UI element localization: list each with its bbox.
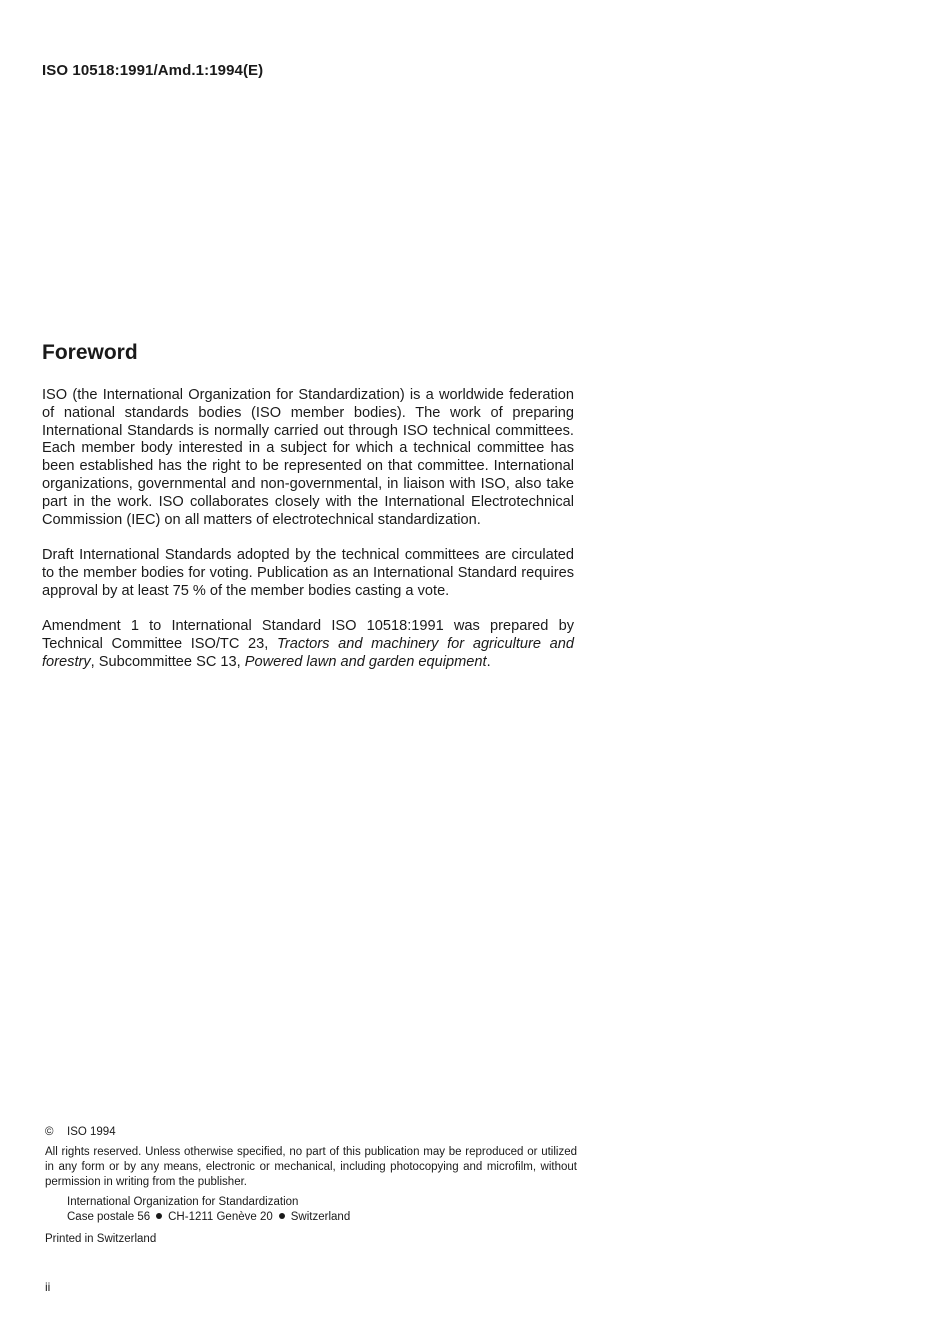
copyright-text: ISO 1994: [67, 1126, 116, 1138]
organization-name: International Organization for Standardization: [67, 1196, 299, 1208]
address-part-3: Switzerland: [290, 1211, 351, 1223]
copyright-line: [45, 1125, 577, 1140]
foreword-paragraph-2: Draft International Standards adopted by the technical committees are circulated to the member bodies for voting. Publication as an International Standard requires approval by at least 75 % of the member bodies casting a vote.: [42, 547, 574, 599]
rights-statement: All rights reserved. Unless otherwise specified, no part of this publication may be reproduced or utilized in any form or by any means, electronic or mechanical, including photocopying and microfilm, without permission in writing from the publisher.: [45, 1146, 577, 1188]
committee-title: Tractors and machinery for agriculture and forestry: [42, 636, 574, 670]
document-id: ISO 10518:1991/Amd.1:1994(E): [42, 62, 264, 79]
paragraph3-text-b: , Subcommittee SC 13,: [90, 653, 245, 670]
foreword-body: [42, 387, 574, 690]
foreword-paragraph-3: [42, 618, 574, 671]
paragraph3-text-a: Amendment 1 to International Standard ISO 10518:1991 was prepared by Technical Committee ISO/TC 23,: [42, 618, 574, 653]
page-number: ii: [45, 1280, 51, 1294]
bullet-icon: [279, 1213, 285, 1219]
printed-in: Printed in Switzerland: [45, 1233, 157, 1245]
foreword-paragraph-1: ISO (the International Organization for Standardization) is a worldwide federation of national standards bodies (ISO member bodies). The work of preparing International Standards is normally carried out through ISO technical committees. Each member body interested in a subject for which a technical committee has been established has the right to be represented on that committee. International organizations, governmental and non-governmental, in liaison with ISO, also take part in the work. ISO collaborates closely with the International Electrotechnical Commission (IEC) on all matters of electrotechnical standardization.: [42, 387, 574, 528]
foreword-title: Foreword: [42, 341, 138, 364]
copyright-block: [45, 1125, 577, 1247]
subcommittee-title: Powered lawn and garden equipment: [244, 653, 487, 670]
organization-address: [45, 1195, 577, 1225]
address-line: [67, 1210, 577, 1225]
address-part-2: CH-1211 Genève 20: [168, 1211, 273, 1223]
bullet-icon: [156, 1213, 162, 1219]
copyright-icon: ©: [45, 1126, 54, 1138]
paragraph3-text-c: .: [486, 653, 491, 670]
address-part-1: Case postale 56: [67, 1211, 151, 1223]
